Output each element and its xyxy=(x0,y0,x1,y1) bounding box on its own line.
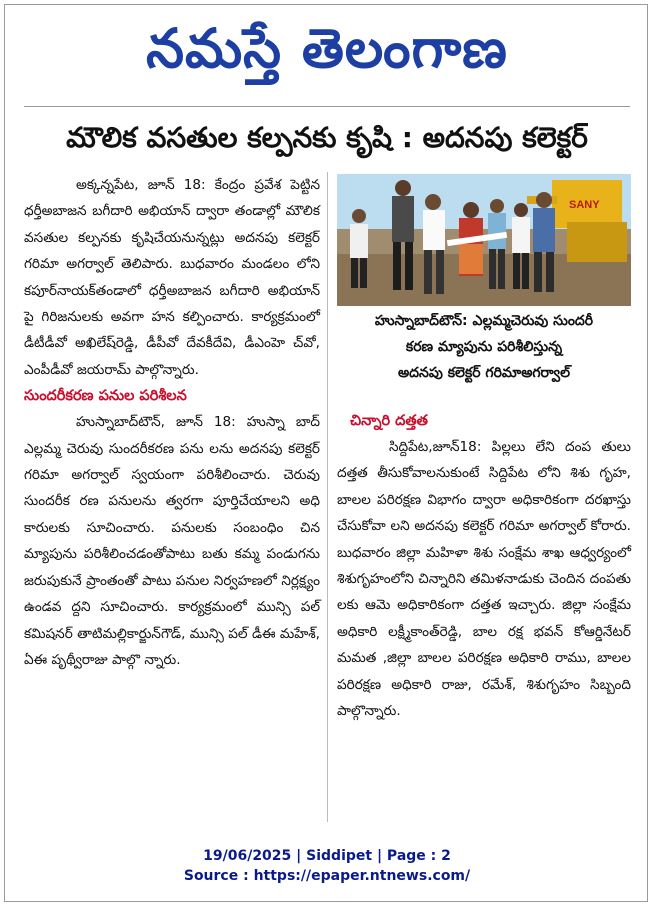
caption-line-1: హుస్నాబాద్‌టౌన్‌: ఎల్లమ్మచెరువు సుందరీ xyxy=(374,313,594,329)
column-divider xyxy=(327,172,328,822)
photo-illustration xyxy=(337,174,631,306)
masthead-logo: నమస్తే తెలంగాణ xyxy=(146,17,508,80)
left-paragraph-1: అక్కన్నపేట, జూన్‌ 18: కేంద్రం ప్రవేశ పెట్టిన ధర్తీఅబాజన బగీదారి అభియాన్‌ ద్వారా తండాల్లో మౌలిక వసతుల కల్పనకు కృషిచేయనున్నట్లు అదనపు కలెక్టర్‌ గరిమా అగర్వాల్‌ తెలిపారు. బుధవారం మండలం లోని కపూర్‌నాయక్‌తండాలో ధర్తీఅబాజన బగీదారి అభియాన్‌ పై గిరిజనులకు అవగా హన కల్పించారు. కార్యక్రమంలో డీటీడీవో అఖిలేష్‌రెడ్డి, డీపీవో దేవకీదేవి, డీఎంహె చ్‌వో, ఎంపీడీవో జయరామ్‌ పాల్గొన్నారు. xyxy=(24,177,320,378)
caption-line-3: అదనపు కలెక్టర్‌ గరిమాఅగర్వాల్‌ xyxy=(397,365,571,381)
news-photo xyxy=(337,174,631,306)
photo-caption xyxy=(337,308,631,386)
page-footer xyxy=(0,846,654,886)
left-subhead: సుందరీకరణ పనుల పరిశీలన xyxy=(24,388,187,405)
left-paragraph-2: హుస్నాబాద్‌టౌన్‌, జూన్‌ 18: హుస్నా బాద్‌ ఎల్లమ్మ చెరువు సుందరీకరణ పను లను అదనపు కలెక్టర్‌ గరిమా అగర్వాల్‌ స్వయంగా పరిశీలించారు. చెరువు సుందరీక రణ పనులను త్వరగా పూర్తిచేయాలని అధి కారులకు సూచించారు. పనులకు సంబంధిం చిన మ్యాపును పరిశీలించడంతోపాటు బతు కమ్మ పండుగను జరుపుకునే ప్రాంతంతో పాటు పనుల నిర్వహణలో నిర్లక్ష్యం ఉండవ ద్దని సూచించారు. కార్యక్రమంలో మున్సి పల్‌ కమిషనర్‌ తాటిమల్లికార్జున్‌గౌడ్‌, మున్సి పల్‌ డీఈ మహేశ్‌, ఏఈ పృథ్వీరాజు పాల్గొ న్నారు. xyxy=(24,414,320,668)
right-column xyxy=(337,434,631,724)
footer-source-link[interactable]: Source : https://epaper.ntnews.com/ xyxy=(183,868,471,884)
masthead-rule xyxy=(24,106,630,107)
footer-date-line: 19/06/2025 | Siddipet | Page : 2 xyxy=(203,848,451,864)
caption-line-2: కరణ మ్యాపును పరిశీలిస్తున్న xyxy=(405,339,563,355)
right-paragraph: సిద్దిపేట,జూన్‌18: పిల్లలు లేని దంప తులు దత్తత తీసుకోవాలనుకుంటే సిద్దిపేట లోని శిశు గృహ, బాలల పరిరక్షణ విభాగం ద్వారా అధికారికంగా దరఖాస్తు చేసుకోవా లని అదనపు కలెక్టర్‌ గరిమా అగర్వాల్‌ కోరారు. బుధవారం జిల్లా మహిళా శిశు సంక్షేమ శాఖ ఆధ్వర్యంలో శిశుగృహంలోని చిన్నారిని తమిళనాడుకు చెందిన దంపతు లకు ఆమె అధికారికంగా దత్తత ఇచ్చారు. జిల్లా సంక్షేమ అధికారి లక్ష్మీకాంత్‌రెడ్డి, బాల రక్ష భవన్‌ కోఆర్డినేటర్‌ మమత ,జిల్లా బాలల పరిరక్షణ అధికారి రాము, బాలల పరిరక్షణ అధికారి రాజు, రమేశ్‌, శిశుగృహం సిబ్బంది పాల్గొన్నారు. xyxy=(337,439,631,720)
right-subhead: చిన్నారి దత్తత xyxy=(350,413,428,429)
photo-sign-text: SANY xyxy=(569,199,600,211)
left-column xyxy=(24,172,320,673)
article-headline: మౌలిక వసతుల కల్పనకు కృషి : అదనపు కలెక్టర్ xyxy=(66,121,588,154)
